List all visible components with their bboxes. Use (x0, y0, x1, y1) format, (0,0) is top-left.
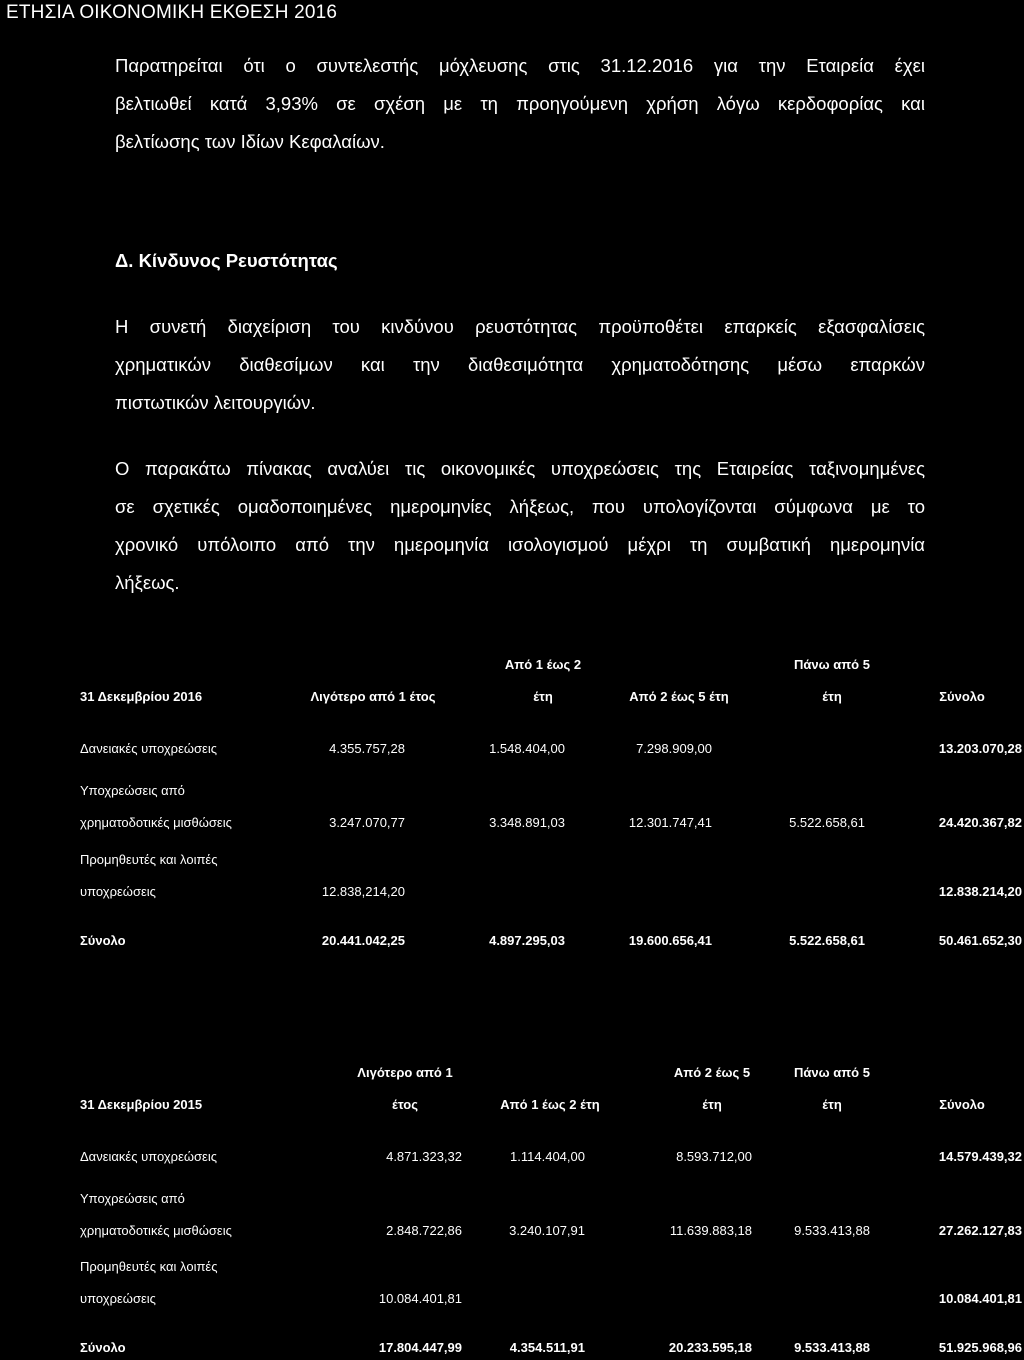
column-header: Από 2 έως 5 έτη (629, 689, 729, 704)
value-cell: 3.240.107,91 (509, 1223, 585, 1238)
value-cell: 1.114.404,00 (510, 1149, 585, 1164)
value-cell: 12.838.214,20 (938, 884, 1022, 899)
page-header: ΕΤΗΣΙΑ ΟΙΚΟΝΟΜΙΚΗ ΕΚΘΕΣΗ 2016 (6, 2, 338, 23)
column-header: Σύνολο (939, 1097, 985, 1112)
paragraph-line: χρηματικών διαθεσίμων και την διαθεσιμότητα χρηματοδότησης μέσω επαρκών (115, 354, 925, 375)
value-cell: 4.354.511,91 (509, 1340, 585, 1355)
table-date-header: 31 Δεκεμβρίου 2016 (80, 689, 203, 704)
row-label: χρηματοδοτικές μισθώσεις (80, 815, 232, 830)
column-header: έτη (702, 1097, 722, 1112)
value-cell: 12.838,214,20 (321, 884, 405, 899)
value-cell: 20.441.042,25 (321, 933, 405, 948)
row-label: υποχρεώσεις (80, 1291, 156, 1306)
value-cell: 4.897.295,03 (489, 933, 565, 948)
value-cell: 24.420.367,82 (938, 815, 1022, 830)
paragraph-line: σε σχετικές ομαδοποιημένες ημερομηνίες λήξεως, που υπολογίζονται σύμφωνα με το (115, 496, 925, 517)
value-cell: 5.522.658,61 (789, 933, 865, 948)
row-label: Δανειακές υποχρεώσεις (80, 1149, 217, 1164)
value-cell: 10.084.401,81 (378, 1291, 462, 1306)
paragraph-line: Ο παρακάτω πίνακας αναλύει τις οικονομικές υποχρεώσεις της Εταιρείας ταξινομημένες (115, 458, 925, 479)
liquidity-paragraph-1 (115, 308, 925, 422)
column-header: Από 1 έως 2 έτη (500, 1097, 600, 1112)
intro-line: βελτιωθεί κατά 3,93% σε σχέση με τη προηγούμενη χρήση λόγω κερδοφορίας και (115, 93, 925, 114)
value-cell: 20.233.595,18 (668, 1340, 752, 1355)
value-cell: 7.298.909,00 (636, 741, 712, 756)
column-header: Σύνολο (939, 689, 985, 704)
column-header: Λιγότερο από 1 έτος (310, 689, 436, 704)
column-header: έτη (822, 1097, 842, 1112)
row-label: υποχρεώσεις (80, 884, 156, 899)
value-cell: 11.639.883,18 (669, 1223, 752, 1238)
column-header: έτη (822, 689, 842, 704)
row-label: Προμηθευτές και λοιπές (80, 852, 218, 867)
column-header: Από 1 έως 2 (504, 657, 582, 672)
intro-line: βελτίωσης των Ιδίων Κεφαλαίων. (115, 131, 385, 152)
value-cell: 4.355.757,28 (329, 741, 405, 756)
value-cell: 8.593.712,00 (676, 1149, 752, 1164)
value-cell: 50.461.652,30 (938, 933, 1022, 948)
value-cell: 17.804.447,99 (378, 1340, 462, 1355)
value-cell: 9.533.413,88 (794, 1340, 870, 1355)
table-date-header: 31 Δεκεμβρίου 2015 (80, 1097, 203, 1112)
value-cell: 12.301.747,41 (628, 815, 712, 830)
section-heading: Δ. Κίνδυνος Ρευστότητας (115, 250, 338, 271)
intro-paragraph (115, 47, 925, 161)
value-cell: 10.084.401,81 (938, 1291, 1022, 1306)
column-header: Λιγότερο από 1 (357, 1065, 453, 1080)
value-cell: 5.522.658,61 (789, 815, 865, 830)
paragraph-line: χρονικό υπόλοιπο από την ημερομηνία ισολογισμού μέχρι τη συμβατική ημερομηνία (115, 534, 925, 555)
column-header: έτη (533, 689, 553, 704)
paragraph-line: λήξεως. (115, 572, 180, 593)
row-label: χρηματοδοτικές μισθώσεις (80, 1223, 232, 1238)
row-label: Δανειακές υποχρεώσεις (80, 741, 217, 756)
column-header: Πάνω από 5 (794, 657, 870, 672)
value-cell: 3.348.891,03 (489, 815, 565, 830)
row-label: Υποχρεώσεις από (80, 783, 185, 798)
value-cell: 4.871.323,32 (386, 1149, 462, 1164)
value-cell: 3.247.070,77 (329, 815, 405, 830)
total-row-label: Σύνολο (80, 933, 126, 948)
total-row-label: Σύνολο (80, 1340, 126, 1355)
value-cell: 1.548.404,00 (489, 741, 565, 756)
intro-line: Παρατηρείται ότι ο συντελεστής μόχλευσης στις 31.12.2016 για την Εταιρεία έχει (115, 55, 925, 76)
value-cell: 14.579.439,32 (938, 1149, 1022, 1164)
value-cell: 13.203.070,28 (938, 741, 1022, 756)
value-cell: 51.925.968,96 (938, 1340, 1022, 1355)
column-header: Από 2 έως 5 (673, 1065, 751, 1080)
paragraph-line: πιστωτικών λειτουργιών. (115, 392, 316, 413)
value-cell: 2.848.722,86 (386, 1223, 462, 1238)
paragraph-line: Η συνετή διαχείριση του κινδύνου ρευστότητας προϋποθέτει επαρκείς εξασφαλίσεις (115, 316, 925, 337)
column-header: Πάνω από 5 (794, 1065, 870, 1080)
value-cell: 27.262.127,83 (938, 1223, 1022, 1238)
column-header: έτος (391, 1097, 419, 1112)
row-label: Προμηθευτές και λοιπές (80, 1259, 218, 1274)
liquidity-paragraph-2 (115, 450, 925, 602)
row-label: Υποχρεώσεις από (80, 1191, 185, 1206)
value-cell: 9.533.413,88 (794, 1223, 870, 1238)
value-cell: 19.600.656,41 (628, 933, 712, 948)
